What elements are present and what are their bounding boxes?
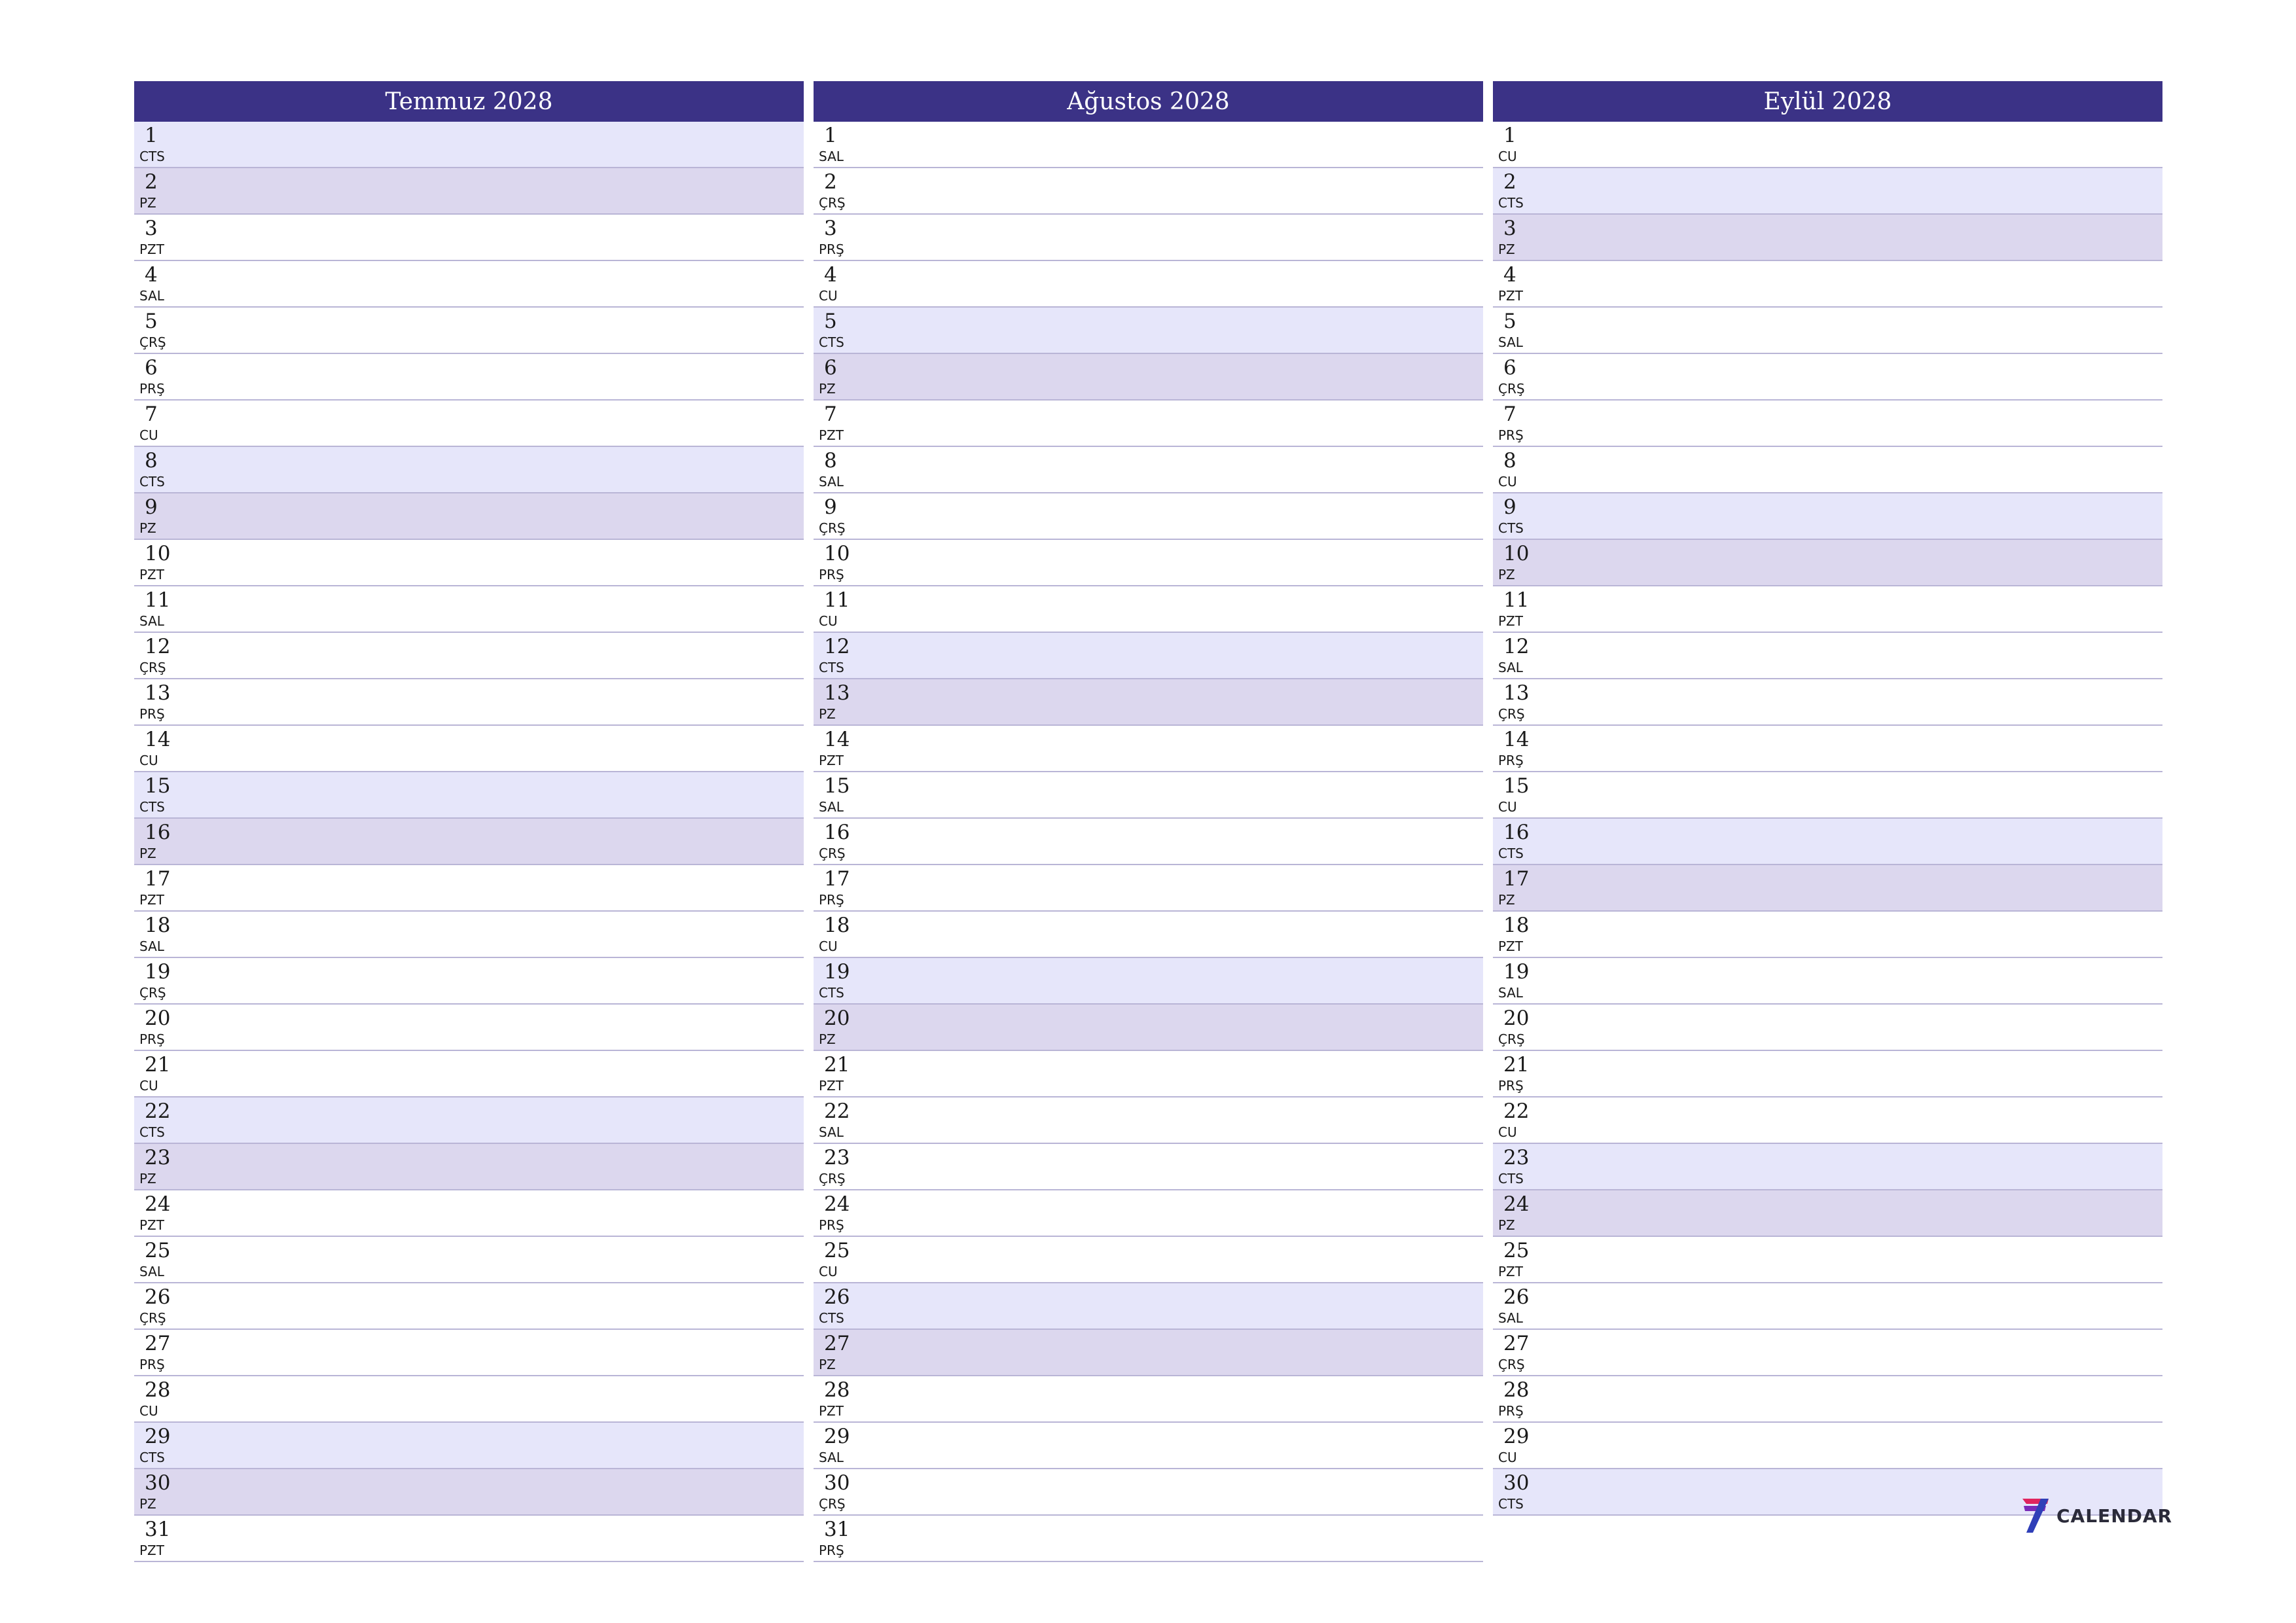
day-row [1493, 819, 2162, 865]
weekday-abbrev: PRŞ [139, 706, 165, 722]
day-row [134, 1051, 804, 1097]
weekday-abbrev: PZ [1498, 1217, 1515, 1233]
weekday-abbrev: PZT [819, 427, 844, 443]
day-number: 30 [145, 1471, 171, 1495]
day-number: 1 [824, 124, 837, 147]
day-number: 5 [1503, 310, 1516, 333]
weekday-abbrev: PRŞ [139, 1357, 165, 1372]
day-number: 4 [1503, 263, 1516, 287]
day-row [134, 865, 804, 912]
day-row [134, 168, 804, 215]
day-number: 10 [824, 542, 850, 565]
weekday-abbrev: SAL [1498, 334, 1523, 350]
day-row [814, 819, 1483, 865]
day-number: 29 [1503, 1425, 1530, 1448]
weekday-abbrev: CTS [819, 660, 844, 675]
day-number: 26 [824, 1285, 850, 1309]
day-row [134, 1469, 804, 1516]
day-row [1493, 1190, 2162, 1237]
weekday-abbrev: CTS [819, 334, 844, 350]
weekday-abbrev: CTS [139, 474, 165, 490]
day-number: 30 [1503, 1471, 1530, 1495]
weekday-abbrev: SAL [819, 1450, 844, 1465]
weekday-abbrev: CTS [1498, 1171, 1524, 1186]
day-number: 15 [824, 774, 850, 798]
weekday-abbrev: PZT [819, 1403, 844, 1419]
weekday-abbrev: CTS [139, 1124, 165, 1140]
day-row [814, 958, 1483, 1005]
day-number: 31 [824, 1518, 850, 1541]
day-row [134, 586, 804, 633]
day-list [134, 122, 804, 1562]
day-row [134, 493, 804, 540]
day-row [1493, 958, 2162, 1005]
day-row [814, 447, 1483, 493]
day-number: 24 [145, 1192, 171, 1216]
day-row [134, 215, 804, 261]
day-row [814, 1423, 1483, 1469]
weekday-abbrev: PZT [1498, 613, 1523, 629]
weekday-abbrev: PRŞ [1498, 1078, 1524, 1094]
day-row [134, 1097, 804, 1144]
weekday-abbrev: PZ [819, 1357, 836, 1372]
day-row [134, 1283, 804, 1330]
weekday-abbrev: CTS [1498, 520, 1524, 536]
day-number: 19 [145, 960, 171, 984]
day-number: 6 [1503, 356, 1516, 380]
day-number: 13 [824, 681, 850, 705]
day-row [1493, 1005, 2162, 1051]
day-row [814, 1051, 1483, 1097]
day-number: 31 [145, 1518, 171, 1541]
weekday-abbrev: CU [1498, 1124, 1517, 1140]
day-number: 7 [1503, 402, 1516, 426]
day-row [1493, 122, 2162, 168]
day-row [1493, 493, 2162, 540]
day-number: 7 [145, 402, 158, 426]
day-number: 5 [824, 310, 837, 333]
day-number: 19 [824, 960, 850, 984]
day-number: 21 [145, 1053, 171, 1077]
day-number: 10 [1503, 542, 1530, 565]
weekday-abbrev: ÇRŞ [1498, 1357, 1525, 1372]
day-number: 22 [824, 1099, 850, 1123]
day-row [1493, 586, 2162, 633]
weekday-abbrev: SAL [139, 1264, 164, 1279]
day-row [814, 122, 1483, 168]
weekday-abbrev: SAL [819, 1124, 844, 1140]
weekday-abbrev: CU [1498, 1450, 1517, 1465]
day-number: 9 [145, 495, 158, 519]
day-number: 8 [145, 449, 158, 473]
day-number: 6 [145, 356, 158, 380]
weekday-abbrev: CU [819, 938, 838, 954]
weekday-abbrev: PZ [139, 1171, 156, 1186]
day-list [1493, 122, 2162, 1516]
weekday-abbrev: PZ [819, 1031, 836, 1047]
day-row [814, 540, 1483, 586]
day-number: 15 [145, 774, 171, 798]
day-number: 8 [824, 449, 837, 473]
weekday-abbrev: ÇRŞ [139, 334, 166, 350]
weekday-abbrev: SAL [139, 613, 164, 629]
day-row [814, 1330, 1483, 1376]
day-number: 16 [145, 821, 171, 844]
day-row [1493, 1144, 2162, 1190]
day-number: 20 [824, 1007, 850, 1030]
day-number: 30 [824, 1471, 850, 1495]
weekday-abbrev: PRŞ [1498, 753, 1524, 768]
weekday-abbrev: ÇRŞ [819, 520, 846, 536]
day-list [814, 122, 1483, 1562]
day-row [814, 493, 1483, 540]
day-row [814, 1516, 1483, 1562]
day-row [134, 401, 804, 447]
day-number: 10 [145, 542, 171, 565]
day-number: 15 [1503, 774, 1530, 798]
day-row [1493, 1237, 2162, 1283]
day-number: 16 [1503, 821, 1530, 844]
brand-logo[interactable] [2021, 1497, 2172, 1534]
weekday-abbrev: PZT [819, 1078, 844, 1094]
day-row [1493, 1051, 2162, 1097]
day-number: 4 [824, 263, 837, 287]
day-number: 24 [1503, 1192, 1530, 1216]
day-number: 5 [145, 310, 158, 333]
month-title: Temmuz 2028 [134, 81, 804, 122]
weekday-abbrev: PRŞ [139, 1031, 165, 1047]
day-row [1493, 540, 2162, 586]
weekday-abbrev: CTS [139, 1450, 165, 1465]
weekday-abbrev: PRŞ [819, 567, 844, 582]
weekday-abbrev: CU [139, 427, 158, 443]
weekday-abbrev: CU [819, 288, 838, 304]
day-row [814, 1097, 1483, 1144]
day-row [1493, 308, 2162, 354]
weekday-abbrev: PZ [1498, 241, 1515, 257]
day-number: 12 [1503, 635, 1530, 658]
weekday-abbrev: PRŞ [1498, 427, 1524, 443]
day-number: 3 [1503, 217, 1516, 240]
day-number: 24 [824, 1192, 850, 1216]
weekday-abbrev: ÇRŞ [139, 985, 166, 1001]
weekday-abbrev: CU [139, 753, 158, 768]
weekday-abbrev: CTS [1498, 846, 1524, 861]
day-row [814, 586, 1483, 633]
day-number: 1 [145, 124, 158, 147]
day-row [814, 1190, 1483, 1237]
day-number: 22 [1503, 1099, 1530, 1123]
day-number: 21 [824, 1053, 850, 1077]
weekday-abbrev: CU [1498, 474, 1517, 490]
day-row [814, 865, 1483, 912]
weekday-abbrev: PRŞ [139, 381, 165, 397]
day-number: 28 [824, 1378, 850, 1402]
day-number: 6 [824, 356, 837, 380]
day-row [134, 540, 804, 586]
weekday-abbrev: SAL [139, 938, 164, 954]
day-number: 17 [824, 867, 850, 891]
day-row [1493, 1423, 2162, 1469]
weekday-abbrev: CTS [139, 149, 165, 164]
day-row [1493, 1283, 2162, 1330]
day-number: 3 [824, 217, 837, 240]
day-number: 25 [1503, 1239, 1530, 1262]
day-row [814, 354, 1483, 401]
day-row [814, 726, 1483, 772]
weekday-abbrev: SAL [1498, 660, 1523, 675]
weekday-abbrev: ÇRŞ [139, 660, 166, 675]
month-column [134, 81, 804, 1562]
day-number: 3 [145, 217, 158, 240]
day-row [814, 1237, 1483, 1283]
day-number: 23 [824, 1146, 850, 1169]
weekday-abbrev: ÇRŞ [1498, 706, 1525, 722]
day-number: 1 [1503, 124, 1516, 147]
day-row [1493, 401, 2162, 447]
day-row [1493, 354, 2162, 401]
weekday-abbrev: PZT [819, 753, 844, 768]
weekday-abbrev: PZT [139, 241, 164, 257]
day-row [134, 261, 804, 308]
weekday-abbrev: ÇRŞ [819, 1171, 846, 1186]
day-row [1493, 726, 2162, 772]
day-number: 16 [824, 821, 850, 844]
day-row [134, 1516, 804, 1562]
weekday-abbrev: PZ [139, 1496, 156, 1512]
weekday-abbrev: CU [139, 1078, 158, 1094]
month-column [1493, 81, 2162, 1562]
weekday-abbrev: CTS [819, 985, 844, 1001]
day-row [1493, 772, 2162, 819]
day-row [1493, 261, 2162, 308]
day-row [814, 168, 1483, 215]
day-row [134, 1005, 804, 1051]
weekday-abbrev: SAL [819, 149, 844, 164]
day-row [1493, 447, 2162, 493]
weekday-abbrev: CU [819, 613, 838, 629]
day-row [134, 308, 804, 354]
day-row [814, 1469, 1483, 1516]
day-number: 18 [824, 914, 850, 937]
day-number: 9 [824, 495, 837, 519]
day-row [1493, 1330, 2162, 1376]
day-number: 17 [145, 867, 171, 891]
day-row [134, 958, 804, 1005]
day-row [1493, 679, 2162, 726]
day-row [134, 1376, 804, 1423]
weekday-abbrev: CU [819, 1264, 838, 1279]
calendar-months [134, 81, 2163, 1562]
weekday-abbrev: CTS [1498, 195, 1524, 211]
day-number: 28 [1503, 1378, 1530, 1402]
weekday-abbrev: PRŞ [819, 241, 844, 257]
day-number: 12 [824, 635, 850, 658]
weekday-abbrev: ÇRŞ [1498, 381, 1525, 397]
day-row [814, 1005, 1483, 1051]
day-number: 13 [1503, 681, 1530, 705]
day-number: 9 [1503, 495, 1516, 519]
day-number: 11 [1503, 588, 1530, 612]
day-number: 23 [145, 1146, 171, 1169]
weekday-abbrev: CTS [819, 1310, 844, 1326]
day-number: 2 [824, 170, 837, 194]
weekday-abbrev: ÇRŞ [1498, 1031, 1525, 1047]
day-row [134, 679, 804, 726]
day-number: 14 [1503, 728, 1530, 751]
weekday-abbrev: CU [139, 1403, 158, 1419]
day-row [134, 122, 804, 168]
weekday-abbrev: PZ [819, 706, 836, 722]
day-row [1493, 168, 2162, 215]
day-row [134, 772, 804, 819]
day-number: 18 [1503, 914, 1530, 937]
weekday-abbrev: PZT [1498, 1264, 1523, 1279]
day-number: 2 [145, 170, 158, 194]
day-number: 25 [145, 1239, 171, 1262]
weekday-abbrev: ÇRŞ [139, 1310, 166, 1326]
weekday-abbrev: CU [1498, 799, 1517, 815]
day-number: 29 [824, 1425, 850, 1448]
day-row [814, 912, 1483, 958]
day-row [1493, 215, 2162, 261]
day-row [134, 1144, 804, 1190]
day-number: 19 [1503, 960, 1530, 984]
day-number: 7 [824, 402, 837, 426]
weekday-abbrev: PZ [139, 195, 156, 211]
day-row [814, 261, 1483, 308]
day-row [1493, 1097, 2162, 1144]
day-number: 22 [145, 1099, 171, 1123]
weekday-abbrev: SAL [819, 474, 844, 490]
day-row [134, 447, 804, 493]
day-number: 11 [145, 588, 171, 612]
weekday-abbrev: PZT [139, 1543, 164, 1558]
weekday-abbrev: PZ [139, 520, 156, 536]
weekday-abbrev: ÇRŞ [819, 846, 846, 861]
weekday-abbrev: CU [1498, 149, 1517, 164]
day-number: 20 [1503, 1007, 1530, 1030]
day-number: 25 [824, 1239, 850, 1262]
weekday-abbrev: SAL [139, 288, 164, 304]
day-number: 4 [145, 263, 158, 287]
day-number: 13 [145, 681, 171, 705]
day-row [814, 401, 1483, 447]
weekday-abbrev: PZ [819, 381, 836, 397]
day-row [134, 912, 804, 958]
day-row [134, 819, 804, 865]
day-number: 29 [145, 1425, 171, 1448]
day-number: 20 [145, 1007, 171, 1030]
day-row [814, 1144, 1483, 1190]
weekday-abbrev: SAL [1498, 985, 1523, 1001]
day-number: 27 [145, 1332, 171, 1355]
day-row [1493, 1376, 2162, 1423]
day-row [814, 772, 1483, 819]
weekday-abbrev: PZT [1498, 288, 1523, 304]
weekday-abbrev: PZT [139, 567, 164, 582]
weekday-abbrev: PRŞ [819, 892, 844, 908]
weekday-abbrev: CTS [139, 799, 165, 815]
day-row [814, 1283, 1483, 1330]
day-number: 12 [145, 635, 171, 658]
day-row [814, 679, 1483, 726]
weekday-abbrev: CTS [1498, 1496, 1524, 1512]
day-row [814, 215, 1483, 261]
day-row [134, 354, 804, 401]
seven-logo-icon [2021, 1497, 2050, 1534]
day-row [814, 1376, 1483, 1423]
day-row [134, 1423, 804, 1469]
logo-text: CALENDAR [2056, 1505, 2173, 1527]
weekday-abbrev: ÇRŞ [819, 195, 846, 211]
day-row [134, 1330, 804, 1376]
day-row [814, 633, 1483, 679]
day-row [814, 308, 1483, 354]
day-number: 26 [1503, 1285, 1530, 1309]
month-title: Eylül 2028 [1493, 81, 2162, 122]
day-number: 17 [1503, 867, 1530, 891]
day-row [1493, 633, 2162, 679]
weekday-abbrev: ÇRŞ [819, 1496, 846, 1512]
month-title: Ağustos 2028 [814, 81, 1483, 122]
weekday-abbrev: PZ [139, 846, 156, 861]
day-number: 27 [824, 1332, 850, 1355]
day-row [1493, 912, 2162, 958]
day-row [134, 633, 804, 679]
day-number: 28 [145, 1378, 171, 1402]
day-number: 23 [1503, 1146, 1530, 1169]
weekday-abbrev: PRŞ [1498, 1403, 1524, 1419]
day-number: 27 [1503, 1332, 1530, 1355]
weekday-abbrev: SAL [819, 799, 844, 815]
weekday-abbrev: SAL [1498, 1310, 1523, 1326]
day-row [134, 726, 804, 772]
day-number: 18 [145, 914, 171, 937]
weekday-abbrev: PZ [1498, 567, 1515, 582]
day-number: 14 [145, 728, 171, 751]
weekday-abbrev: PRŞ [819, 1543, 844, 1558]
day-number: 26 [145, 1285, 171, 1309]
day-row [134, 1190, 804, 1237]
day-number: 8 [1503, 449, 1516, 473]
month-column [814, 81, 1483, 1562]
weekday-abbrev: PZT [1498, 938, 1523, 954]
day-number: 21 [1503, 1053, 1530, 1077]
day-row [134, 1237, 804, 1283]
weekday-abbrev: PRŞ [819, 1217, 844, 1233]
day-number: 2 [1503, 170, 1516, 194]
day-number: 14 [824, 728, 850, 751]
day-row [1493, 865, 2162, 912]
weekday-abbrev: PZT [139, 1217, 164, 1233]
weekday-abbrev: PZT [139, 892, 164, 908]
day-number: 11 [824, 588, 850, 612]
weekday-abbrev: PZ [1498, 892, 1515, 908]
